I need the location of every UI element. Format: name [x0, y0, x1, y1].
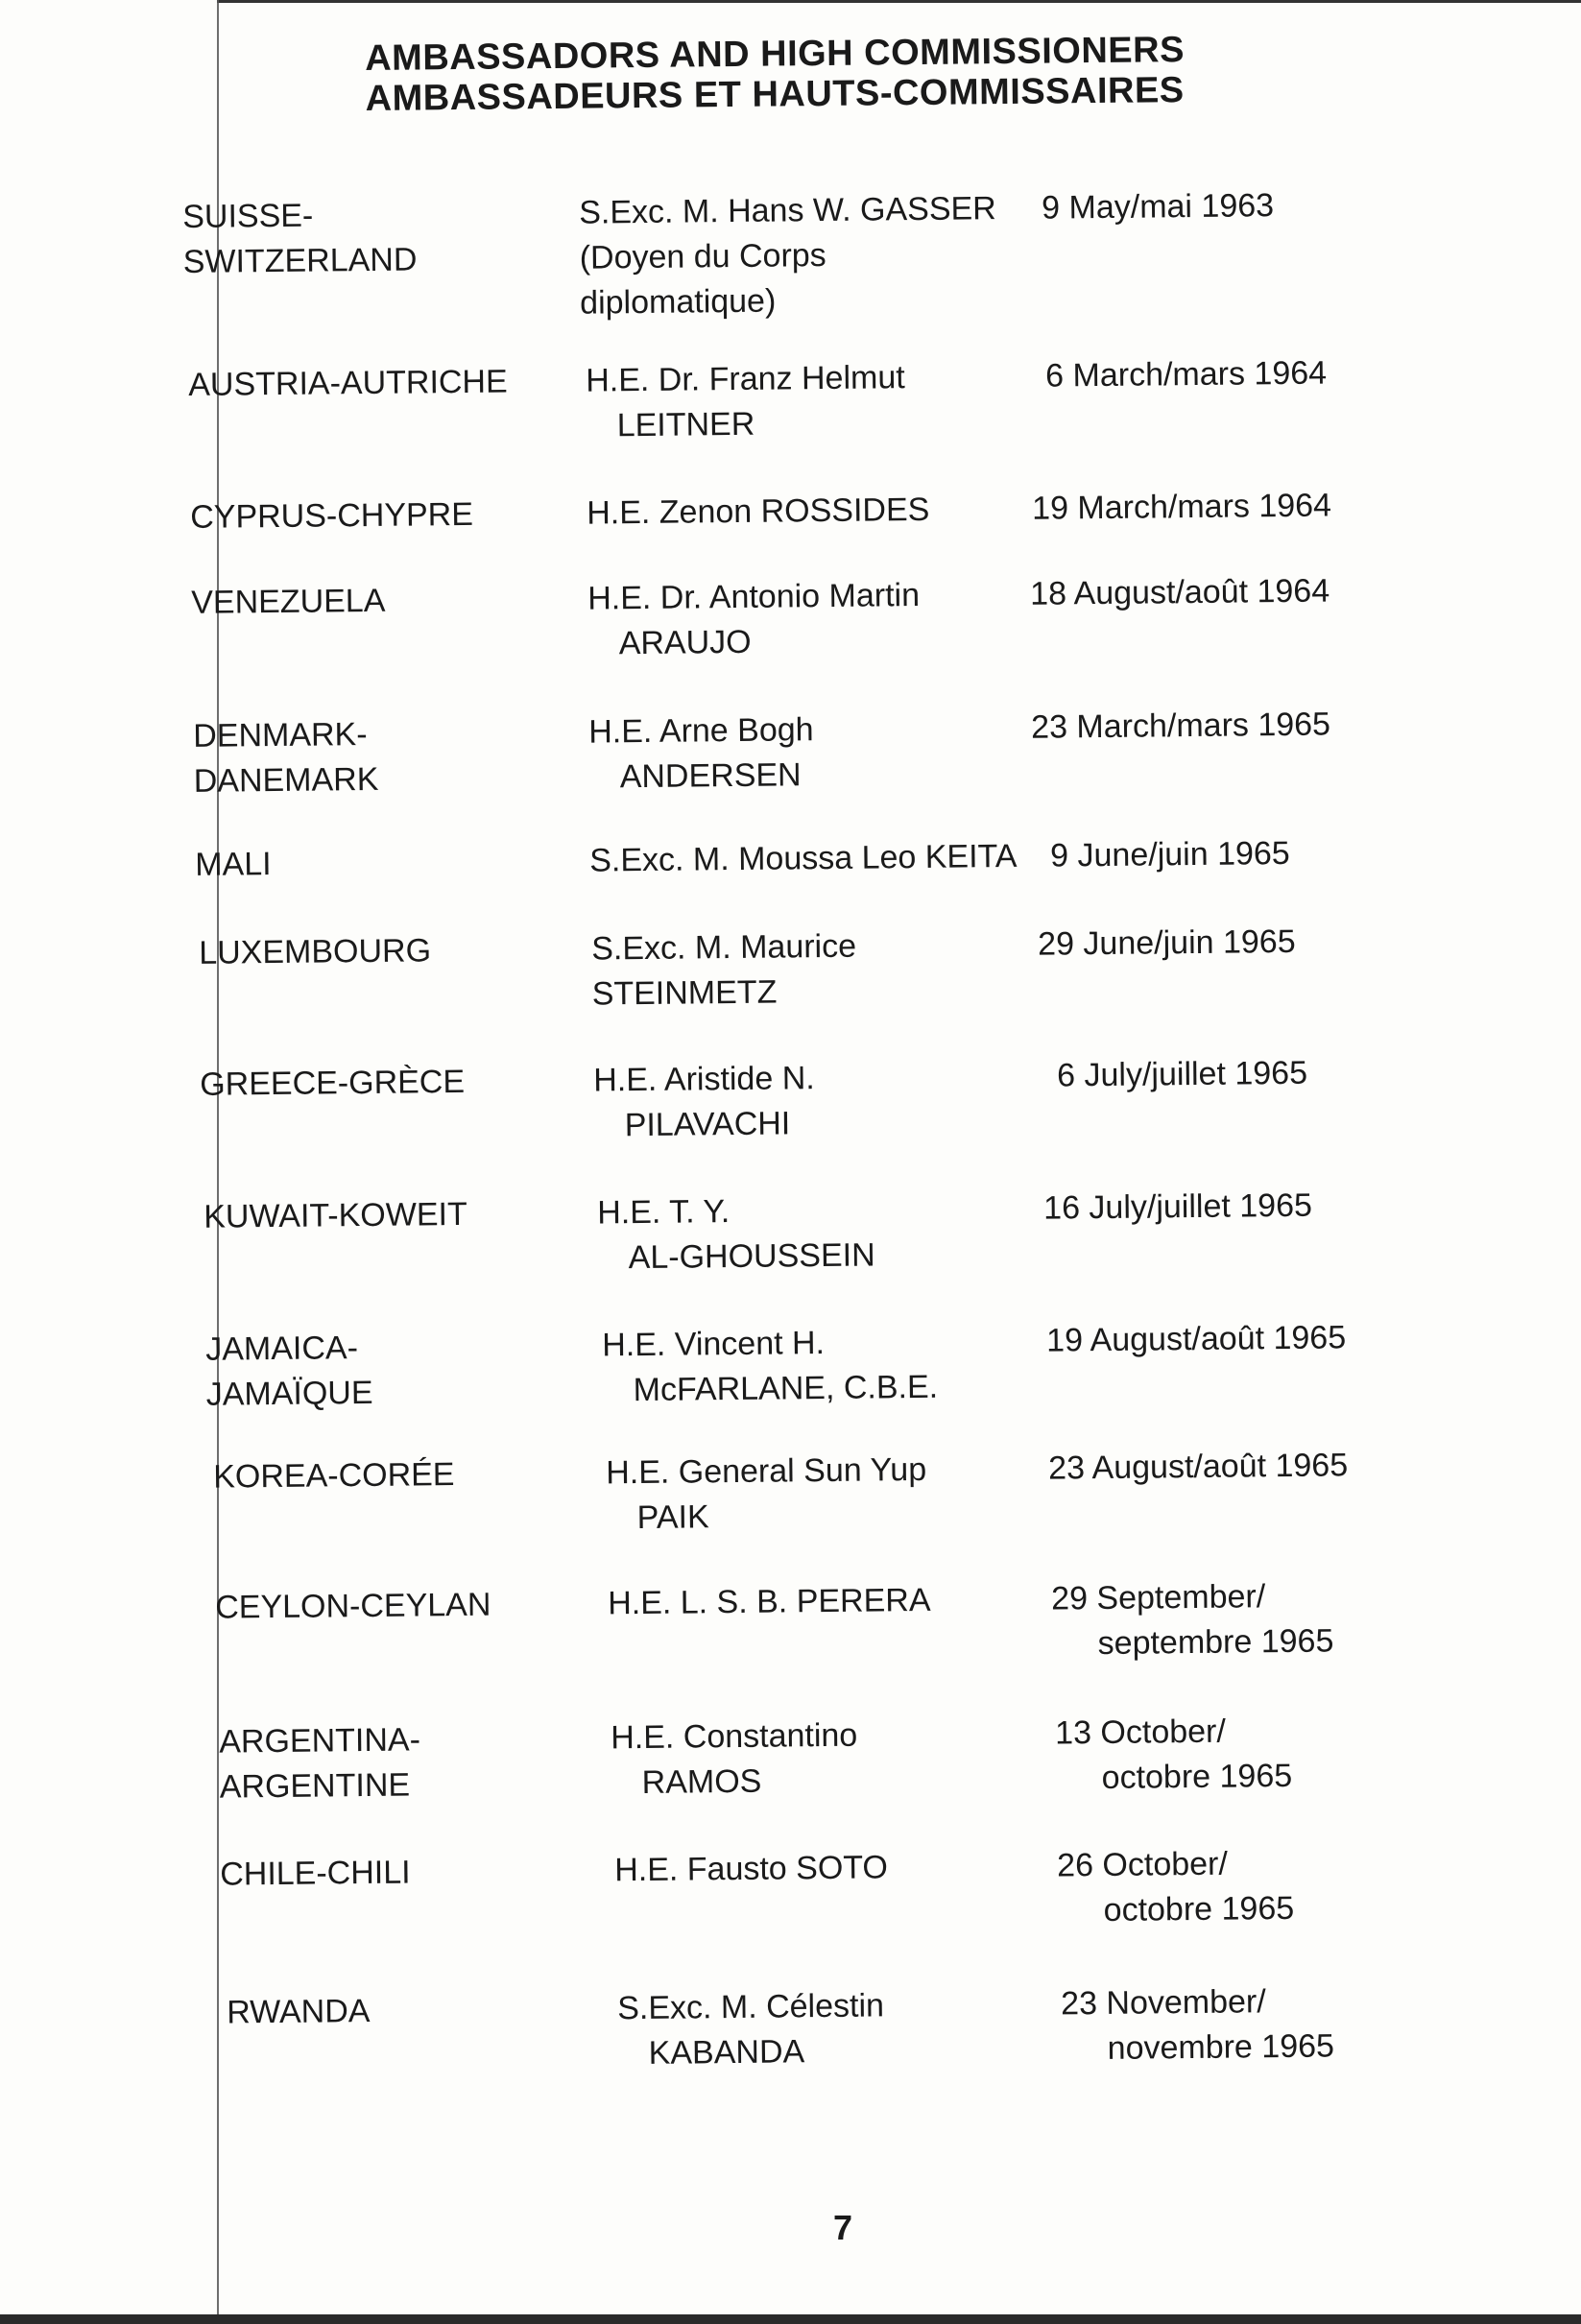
envoy-name: H.E. Zenon ROSSIDES — [587, 491, 930, 532]
country-name: RWANDA — [227, 1992, 371, 2031]
envoy-name: S.Exc. M. Hans W. GASSER (Doyen du Corps diplomatique) — [579, 190, 996, 322]
credential-date: 29 June/juin 1965 — [1037, 922, 1296, 963]
list-item — [0, 1441, 1581, 1537]
country-name: KOREA-CORÉE — [213, 1456, 455, 1496]
credential-date: 19 August/août 1965 — [1045, 1319, 1347, 1359]
list-item — [0, 481, 1581, 536]
country-name: CYPRUS-CHYPRE — [190, 495, 474, 536]
country-name: SUISSE- SWITZERLAND — [182, 197, 418, 281]
credential-date: 16 July/juillet 1965 — [1042, 1186, 1313, 1227]
list-item — [0, 1181, 1581, 1277]
credential-date: 6 July/juillet 1965 — [1056, 1054, 1308, 1094]
list-item — [0, 180, 1581, 322]
envoy-name: H.E. Fausto SOTO — [614, 1849, 889, 1889]
envoy-name: H.E. Dr. Antonio Martin ARAUJO — [587, 576, 921, 662]
heading-title-fr: AMBASSADEURS ET HAUTS-COMMISSAIRES — [365, 70, 1185, 119]
list-item — [0, 348, 1581, 444]
list-item — [0, 828, 1581, 883]
list-item — [0, 1977, 1581, 2072]
country-name: KUWAIT-KOWEIT — [204, 1195, 467, 1235]
credential-date: 6 March/mars 1964 — [1044, 354, 1328, 395]
envoy-name: S.Exc. M. Moussa Leo KEITA — [589, 837, 1018, 879]
country-name: CHILE-CHILI — [220, 1854, 411, 1893]
list-item — [0, 700, 1581, 800]
credential-date: 23 August/août 1965 — [1047, 1447, 1349, 1487]
envoy-name: H.E. L. S. B. PERERA — [608, 1581, 931, 1622]
country-name: MALI — [195, 846, 272, 883]
country-name: AUSTRIA-AUTRICHE — [188, 363, 508, 403]
envoy-name: H.E. Aristide N. PILAVACHI — [593, 1060, 815, 1144]
credential-date: 9 May/mai 1963 — [1041, 187, 1275, 227]
list-item — [0, 1838, 1581, 1929]
list-item — [0, 1313, 1581, 1413]
credential-date: 26 October/ octobre 1965 — [1056, 1845, 1295, 1929]
credential-date: 18 August/août 1964 — [1029, 572, 1330, 612]
bottom-rule — [0, 2314, 1581, 2324]
heading-title-en: AMBASSADORS AND HIGH COMMISSIONERS — [365, 30, 1186, 79]
credential-date: 23 November/ novembre 1965 — [1060, 1983, 1335, 2067]
envoy-name: H.E. Vincent H. McFARLANE, C.B.E. — [602, 1325, 939, 1409]
list-item — [0, 1048, 1581, 1144]
page-number: 7 — [833, 2208, 853, 2247]
envoy-name: S.Exc. M. Célestin KABANDA — [617, 1987, 885, 2072]
credential-date: 13 October/ octobre 1965 — [1054, 1713, 1293, 1796]
list-item — [0, 917, 1581, 1013]
list-item — [0, 1571, 1581, 1663]
envoy-name: S.Exc. M. Maurice STEINMETZ — [591, 927, 857, 1013]
list-item — [0, 1706, 1581, 1806]
country-name: CEYLON-CEYLAN — [215, 1586, 491, 1626]
credential-date: 19 March/mars 1964 — [1031, 487, 1332, 527]
list-item — [0, 566, 1581, 662]
country-name: DENMARK- DANEMARK — [193, 715, 379, 800]
envoy-name: H.E. Constantino RAMOS — [611, 1716, 858, 1801]
envoy-name: H.E. Arne Bogh ANDERSEN — [588, 711, 814, 796]
country-name: ARGENTINA- ARGENTINE — [219, 1721, 421, 1806]
credential-date: 23 March/mars 1965 — [1030, 706, 1331, 746]
country-name: VENEZUELA — [191, 582, 386, 621]
credential-date: 9 June/juin 1965 — [1049, 834, 1290, 874]
country-name: GREECE-GRÈCE — [200, 1063, 466, 1103]
envoy-name: H.E. Dr. Franz Helmut LEITNER — [586, 359, 905, 444]
envoy-name: H.E. T. Y. AL-GHOUSSEIN — [597, 1193, 875, 1277]
country-name: JAMAICA- JAMAÏQUE — [205, 1330, 373, 1413]
country-name: LUXEMBOURG — [199, 932, 432, 971]
envoy-name: H.E. General Sun Yup PAIK — [606, 1450, 927, 1537]
credential-date: 29 September/ septembre 1965 — [1050, 1578, 1334, 1663]
